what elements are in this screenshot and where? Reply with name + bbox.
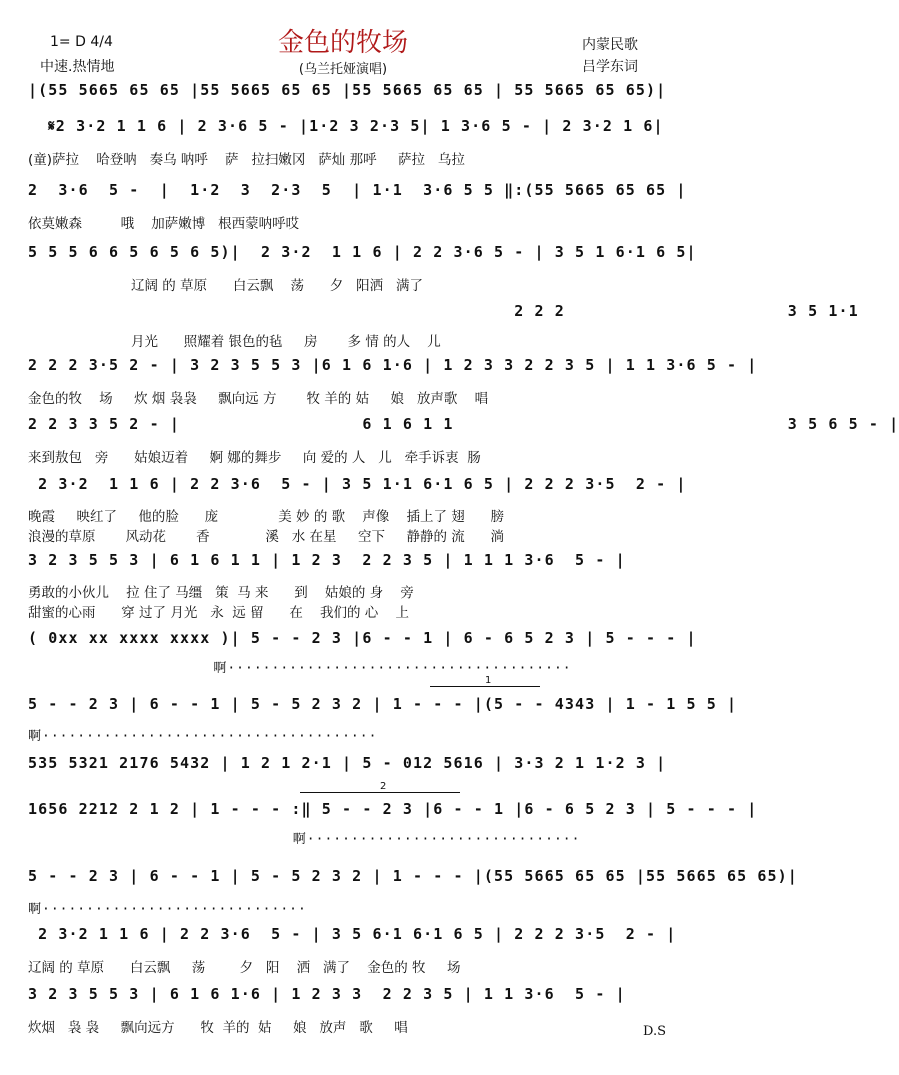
lyricist-credit: 吕学东词 [582, 59, 638, 75]
dal-segno-mark: D.S [643, 1024, 666, 1039]
lyric-line: 辽阔 的 草原 白云飘 荡 夕 阳 洒 满了 金色的 牧 场 [28, 960, 461, 976]
lyric-line: 甜蜜的心雨 穿 过了 月光 永 远 留 在 我们的 心 上 [28, 605, 409, 621]
lyric-line: 晚霞 映红了 他的脸 庞 美 妙 的 歌 声像 插上了 翅 膀 [28, 509, 504, 525]
lyric-line: 金色的牧 场 炊 烟 袅袅 飘向远 方 牧 羊的 姑 娘 放声歌 唱 [28, 391, 489, 407]
lyric-line: (童)萨拉 哈登呐 奏乌 呐呼 萨 拉扫嫩冈 萨灿 那呼 萨拉 乌拉 [28, 152, 465, 168]
key-time-signature: 1= D 4/4 [50, 34, 113, 50]
notation-line: 5 5 5 6 6 5 6 5 6 5)| 2 3·2 1 1 6 | 2 2 3·6 5 - | 3 5 1 6·1 6 5| [28, 243, 697, 261]
lyric-line: 炊烟 袅 袅 飘向远方 牧 羊的 姑 娘 放声 歌 唱 [28, 1020, 408, 1036]
volta-2-label: 2 [380, 781, 387, 792]
vocalise-line: 啊······························· [28, 832, 581, 847]
notation-line: 2 2 3 3 5 2 - | 6 1 6 1 1 3 5 6 5 - | [28, 415, 899, 433]
lyric-line: 依莫嫩森 哦 加萨嫩博 根西蒙呐呼哎 [28, 216, 300, 232]
vocalise-line: 啊······································ [28, 729, 378, 744]
tempo-marking: 中速.热情地 [40, 59, 115, 75]
notation-line: |(55 5665 65 65 |55 5665 65 65 |55 5665 65 65 | 55 5665 65 65)| [28, 81, 667, 99]
lyric-line: 月光 照耀着 银色的毡 房 多 情 的人 儿 [28, 334, 441, 350]
lyric-line: 勇敢的小伙儿 拉 住了 马缰 策 马 来 到 姑娘的 身 旁 [28, 585, 414, 601]
notation-line: 1656 2212 2 1 2 | 1 - - - :‖ 5 - - 2 3 |6 - - 1 |6 - 6 5 2 3 | 5 - - - | [28, 800, 758, 818]
notation-line: 2 3·6 5 - | 1·2 3 2·3 5 | 1·1 3·6 5 5 ‖:(55 5665 65 65 | [28, 181, 687, 199]
performer-credit: (乌兰托娅演唱) [298, 62, 388, 77]
lyric-line: 辽阔 的 草原 白云飘 荡 夕 阳洒 满了 [28, 278, 423, 294]
notation-line: 3 2 3 5 5 3 | 6 1 6 1·6 | 1 2 3 3 2 2 3 5 | 1 1 3·6 5 - | [28, 985, 626, 1003]
notation-line: 535 5321 2176 5432 | 1 2 1 2·1 | 5 - 012 5616 | 3·3 2 1 1·2 3 | [28, 754, 667, 772]
notation-line: 2 2 2 3 5 1·1 [28, 302, 859, 320]
vocalise-line: 啊······································· [28, 661, 572, 676]
notation-line: ( 0xx xx xxxx xxxx )| 5 - - 2 3 |6 - - 1 | 6 - 6 5 2 3 | 5 - - - | [28, 629, 697, 647]
notation-line: 2 2 2 3·5 2 - | 3 2 3 5 5 3 |6 1 6 1·6 | 1 2 3 3 2 2 3 5 | 1 1 3·6 5 - | [28, 356, 758, 374]
notation-line: 3 2 3 5 5 3 | 6 1 6 1 1 | 1 2 3 2 2 3 5 | 1 1 1 3·6 5 - | [28, 551, 626, 569]
notation-line: 2 3·2 1 1 6 | 2 2 3·6 5 - | 3 5 1·1 6·1 6 5 | 2 2 2 3·5 2 - | [28, 475, 687, 493]
lyric-line: 浪漫的草原 风动花 香 溪 水 在星 空下 静静的 流 淌 [28, 529, 504, 545]
song-title: 金色的牧场 [277, 28, 408, 58]
vocalise-line: 啊······························ [28, 902, 307, 917]
volta-1-label: 1 [485, 675, 492, 686]
notation-line: 5 - - 2 3 | 6 - - 1 | 5 - 5 2 3 2 | 1 - - - |(55 5665 65 65 |55 5665 65 65)| [28, 867, 798, 885]
notation-line: 5 - - 2 3 | 6 - - 1 | 5 - 5 2 3 2 | 1 - - - |(5 - - 4343 | 1 - 1 5 5 | [28, 695, 738, 713]
notation-line: 2 3·2 1 1 6 | 2 2 3·6 5 - | 3 5 6·1 6·1 6 5 | 2 2 2 3·5 2 - | [28, 925, 677, 943]
origin-credit: 内蒙民歌 [582, 37, 638, 53]
lyric-line: 来到敖包 旁 姑娘迈着 婀 娜的舞步 向 爱的 人 儿 牵手诉衷 肠 [28, 450, 481, 466]
notation-line: 𝄋2 3·2 1 1 6 | 2 3·6 5 - |1·2 3 2·3 5| 1 3·6 5 - | 2 3·2 1 6| [28, 117, 664, 135]
